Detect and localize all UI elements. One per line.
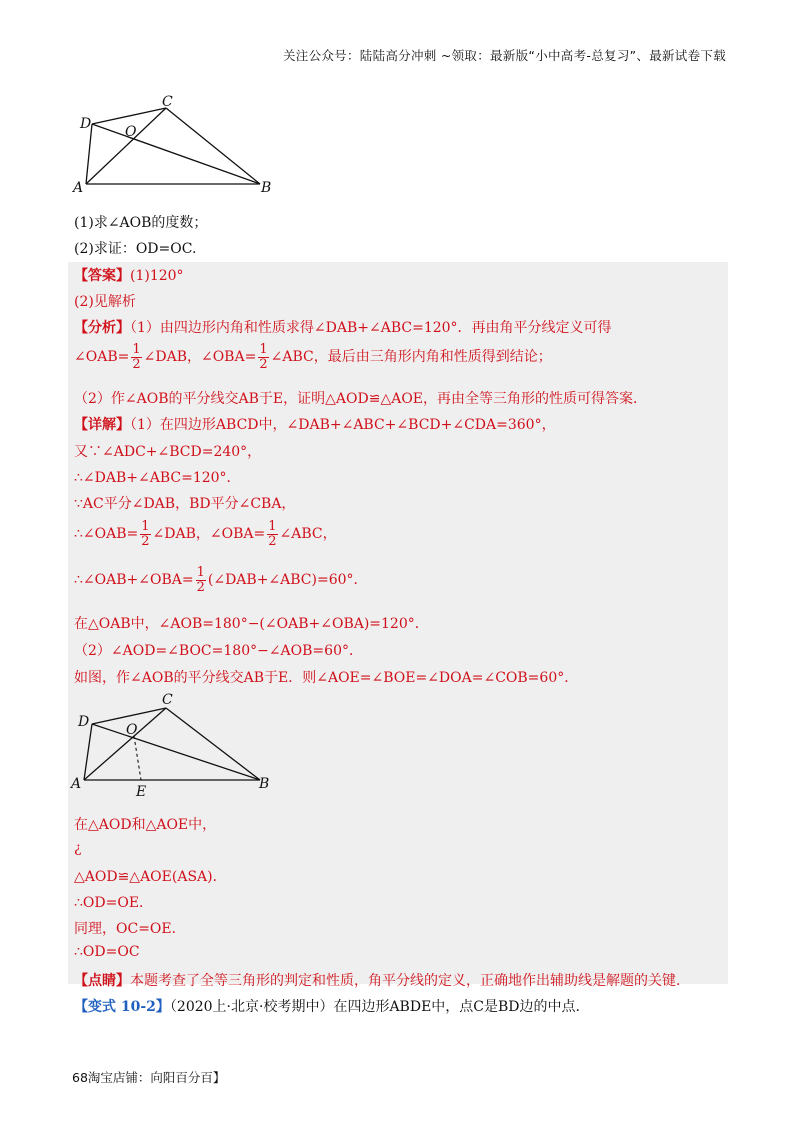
analysis-line: 【分析】（1）由四边形内角和性质求得∠DAB+∠ABC=120°．再由角平分线定义可得 — [74, 320, 612, 336]
detail-line-13: （2）∠AOD=∠BOC=180°−∠AOB=60°． — [74, 643, 363, 659]
detail-line-9: ∵AC平分∠DAB，BD平分∠CBA， — [74, 496, 296, 512]
page-footer: 68淘宝店铺：向阳百分百】 — [72, 1070, 226, 1085]
label-a: A — [71, 776, 82, 792]
label-a: A — [73, 180, 84, 196]
detail-line-20: ∴OD=OC — [74, 944, 140, 960]
detail-line-7: 又∵∠ADC+∠BCD=240°， — [74, 444, 262, 460]
detail-line-19: 同理，OC=OE． — [74, 921, 186, 937]
detail-fraction-line-10: ∴∠OAB= $\frac{1}{2}$ ∠DAB，∠OBA= $\frac{1}{2}$ ∠ABC， — [74, 519, 337, 549]
fraction: $\frac{1}{2}$ — [196, 565, 205, 595]
detail-line-14: 如图，作∠AOB的平分线交AB于E．则∠AOE=∠BOE=∠DOA=∠COB=60°． — [74, 670, 579, 686]
next-variant-heading: 【变式 10-2】（2020上·北京·校考期中）在四边形ABDE中，点C是BD边的中点. — [74, 999, 580, 1015]
analysis-line-2: （2）作∠AOB的平分线交AB于E，证明△AOD≌△AOE，再由全等三角形的性质可得答案． — [74, 391, 648, 407]
label-b: B — [259, 776, 270, 792]
label-e: E — [136, 784, 147, 800]
fraction: $\frac{1}{2}$ — [268, 519, 277, 549]
label-d: D — [80, 116, 92, 132]
label-c: C — [162, 94, 173, 110]
detail-fraction-line-11: ∴∠OAB+∠OBA= $\frac{1}{2}$ (∠DAB+∠ABC)=60°． — [74, 565, 368, 595]
question-1: (1)求∠AOB的度数； — [74, 215, 208, 231]
quadrilateral-figure-2 — [68, 690, 288, 802]
detail-line-8: ∴∠DAB+∠ABC=120°． — [74, 470, 241, 486]
label-b: B — [261, 180, 272, 196]
label-d: D — [78, 714, 90, 730]
page-number: 68 — [72, 1070, 88, 1085]
analysis-fraction-line: ∠OAB= $\frac{1}{2}$ ∠DAB，∠OBA= $\frac{1}{2}$ ∠ABC，最后由三角形内角和性质得到结论； — [74, 342, 552, 372]
answer-line-2: (2)见解析 — [74, 294, 136, 310]
detail-line-16: ¿ — [74, 840, 82, 856]
label-o: O — [125, 124, 137, 140]
detail-line-12: 在△OAB中，∠AOB=180°−(∠OAB+∠OBA)=120°． — [74, 616, 429, 632]
comment-line: 【点睛】本题考查了全等三角形的判定和性质，角平分线的定义，正确地作出辅助线是解题的关键． — [74, 973, 690, 989]
fraction: $\frac{1}{2}$ — [259, 342, 268, 372]
label-c: C — [162, 692, 173, 708]
question-2: (2)求证：OD=OC. — [74, 241, 197, 257]
answer-line: 【答案】(1)120° — [74, 268, 184, 284]
page-header: 关注公众号：陆陆高分冲刺 ~领取：最新版“小中高考-总复习”、最新试卷下载 — [282, 48, 726, 63]
detail-line-17: △AOD≌△AOE(ASA)． — [74, 869, 227, 885]
quadrilateral-figure-1 — [70, 92, 290, 202]
detail-line-15: 在△AOD和△AOE中， — [74, 817, 217, 833]
fraction: $\frac{1}{2}$ — [132, 342, 141, 372]
detail-line: 【详解】（1）在四边形ABCD中，∠DAB+∠ABC+∠BCD+∠CDA=360°， — [74, 417, 556, 433]
detail-line-18: ∴OD=OE． — [74, 895, 154, 911]
label-o: O — [126, 722, 138, 738]
fraction: $\frac{1}{2}$ — [141, 519, 150, 549]
